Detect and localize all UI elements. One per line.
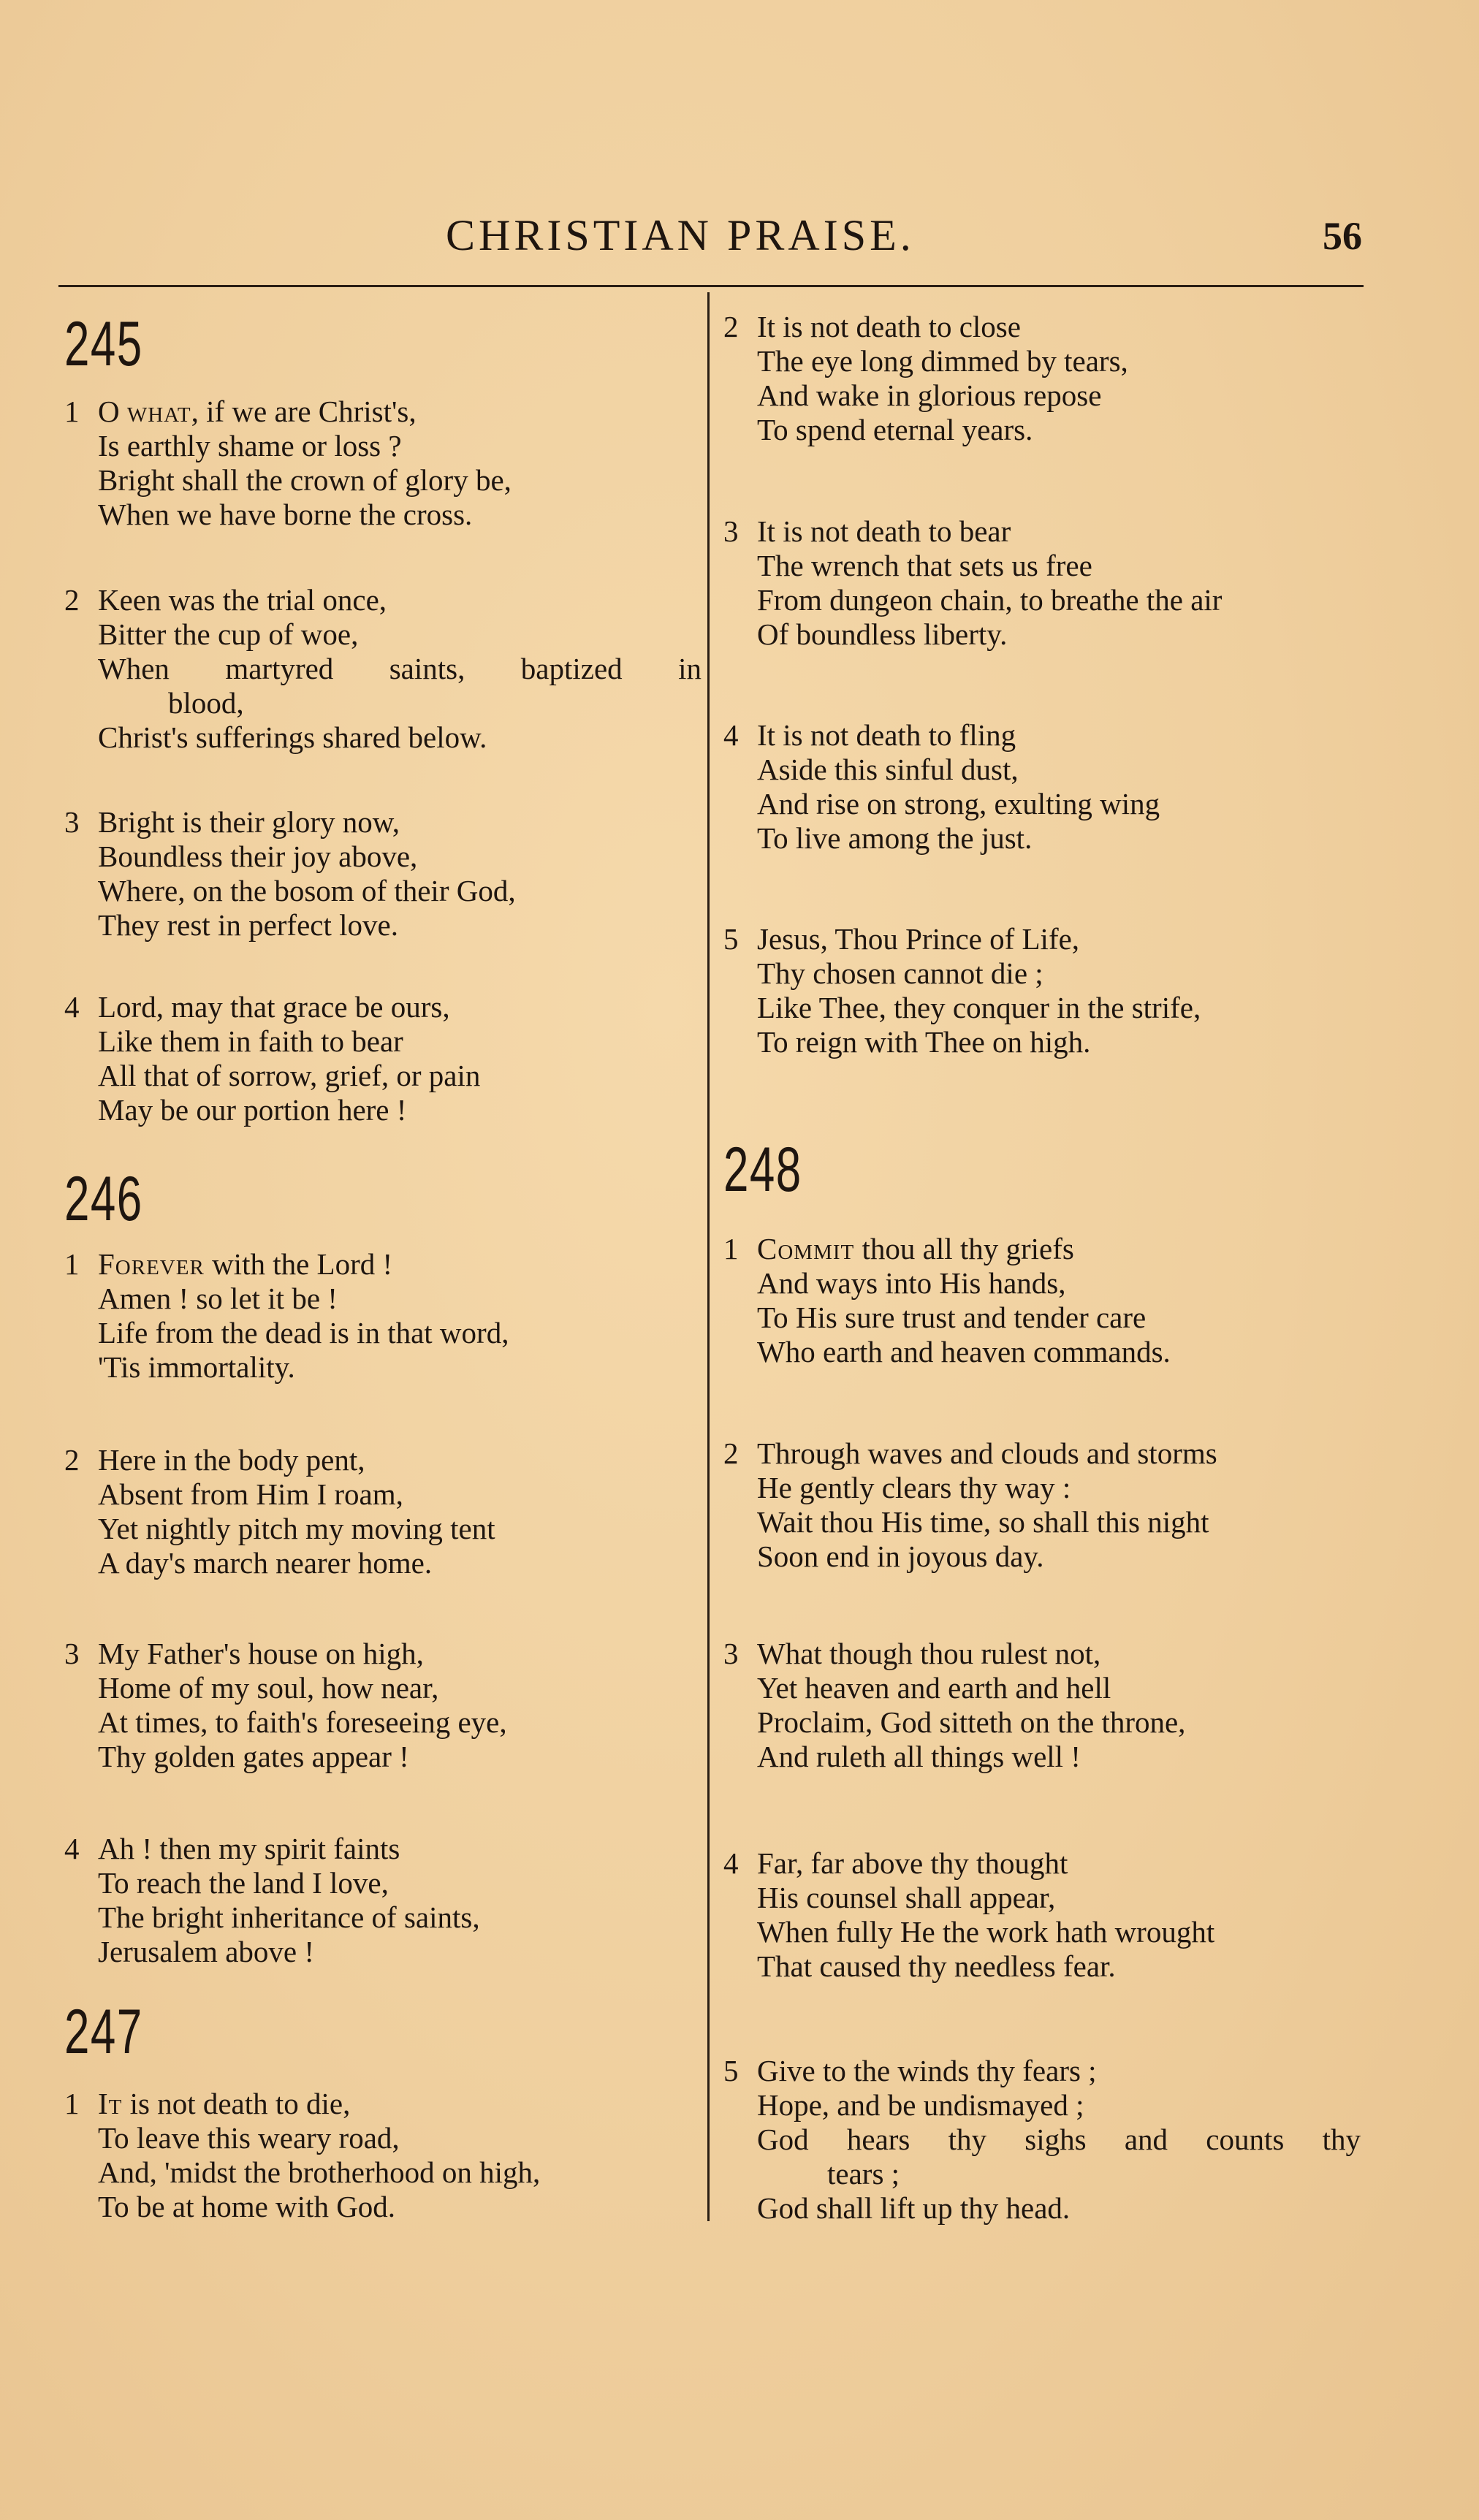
- stanza-number: 4: [64, 990, 80, 1024]
- stanza-number: 5: [723, 2054, 739, 2087]
- verse-line: What though thou rulest not,: [757, 1637, 1101, 1670]
- verse-line: To leave this weary road,: [98, 2121, 400, 2155]
- verse-line: The bright inheritance of saints,: [98, 1900, 480, 1934]
- verse-line: Lord, may that grace be ours,: [98, 990, 450, 1024]
- verse-line: Boundless their joy above,: [98, 840, 418, 873]
- stanza: [723, 1232, 1366, 1369]
- line-rest: is not death to die,: [122, 2087, 351, 2120]
- page-number: 56: [1323, 214, 1362, 258]
- stanza: [64, 1443, 707, 1580]
- line-rest: thou all thy griefs: [854, 1232, 1074, 1265]
- hymn-number: 245: [64, 309, 143, 379]
- stanza: [723, 514, 1366, 652]
- stanza-number: 1: [64, 1247, 80, 1281]
- verse-line: Yet nightly pitch my moving tent: [98, 1512, 495, 1545]
- verse-line: A day's march nearer home.: [98, 1546, 433, 1580]
- verse-line: God hears thy sighs and counts thy: [757, 2123, 1361, 2156]
- verse-line: Amen ! so let it be !: [98, 1282, 338, 1315]
- stanza: [64, 1832, 707, 1969]
- verse-line: To reach the land I love,: [98, 1866, 389, 1900]
- verse-line: When fully He the work hath wrought: [757, 1915, 1215, 1949]
- verse-line: From dungeon chain, to breathe the air: [757, 583, 1223, 617]
- header-rule: [58, 285, 1364, 287]
- verse-line: Christ's sufferings shared below.: [98, 720, 487, 754]
- verse-line: Where, on the bosom of their God,: [98, 874, 516, 907]
- verse-line: Yet heaven and earth and hell: [757, 1671, 1111, 1705]
- stanza: [723, 2054, 1366, 2226]
- verse-line-continuation: tears ;: [827, 2157, 900, 2190]
- verse-line: [723, 1232, 1366, 1266]
- running-head-title: CHRISTIAN PRAISE.: [446, 211, 915, 259]
- verse-line: It is not death to close: [757, 310, 1021, 343]
- verse-line: His counsel shall appear,: [757, 1881, 1056, 1914]
- verse-line: Like them in faith to bear: [98, 1024, 403, 1058]
- hymn-number: 247: [64, 1997, 143, 2067]
- verse-line: Thy chosen cannot die ;: [757, 956, 1043, 990]
- verse-line: Thy golden gates appear !: [98, 1740, 409, 1773]
- verse-line: Hope, and be undismayed ;: [757, 2088, 1084, 2122]
- verse-line: Absent from Him I roam,: [98, 1477, 403, 1511]
- verse-line: Home of my soul, how near,: [98, 1671, 439, 1705]
- line-rest: , if we are Christ's,: [191, 395, 417, 428]
- first-word: O: [98, 395, 127, 428]
- small-caps-word: what: [126, 395, 191, 428]
- verse-line: [64, 1247, 707, 1282]
- stanza-number: 3: [723, 514, 739, 548]
- stanza: [64, 1637, 707, 1774]
- verse-line: May be our portion here !: [98, 1093, 407, 1127]
- verse-line: To live among the just.: [757, 821, 1033, 855]
- verse-line: Of boundless liberty.: [757, 617, 1008, 651]
- verse-line: And ways into His hands,: [757, 1266, 1066, 1300]
- hymn-number: 248: [723, 1135, 802, 1205]
- stanza-number: 5: [723, 922, 739, 956]
- verse-line: [64, 395, 707, 429]
- verse-line: To be at home with God.: [98, 2190, 396, 2223]
- stanza-number: 3: [64, 805, 80, 839]
- stanza-number: 1: [723, 1232, 739, 1265]
- verse-line: 'Tis immortality.: [98, 1350, 295, 1384]
- verse-line: And, 'midst the brotherhood on high,: [98, 2155, 541, 2189]
- verse-line: Through waves and clouds and storms: [757, 1436, 1217, 1470]
- verse-line: Like Thee, they conquer in the strife,: [757, 991, 1201, 1024]
- stanza: [64, 395, 707, 532]
- stanza: [723, 310, 1366, 447]
- stanza: [723, 922, 1366, 1059]
- stanza: [64, 805, 707, 943]
- stanza-number: 4: [723, 718, 739, 752]
- verse-line: Soon end in joyous day.: [757, 1539, 1044, 1573]
- verse-line: Keen was the trial once,: [98, 583, 387, 617]
- verse-line: Wait thou His time, so shall this night: [757, 1505, 1209, 1539]
- stanza: [64, 1247, 707, 1385]
- hymn-number: 246: [64, 1164, 143, 1234]
- stanza-number: 3: [64, 1637, 80, 1670]
- verse-line: To His sure trust and tender care: [757, 1301, 1147, 1334]
- verse-line: He gently clears thy way :: [757, 1471, 1071, 1504]
- stanza: [723, 1436, 1366, 1574]
- verse-line: Far, far above thy thought: [757, 1846, 1068, 1880]
- stanza: [723, 718, 1366, 856]
- stanza-number: 1: [64, 2087, 80, 2120]
- verse-line: Jesus, Thou Prince of Life,: [757, 922, 1080, 956]
- stanza-number: 2: [723, 310, 739, 343]
- verse-line: Aside this sinful dust,: [757, 753, 1019, 786]
- verse-line: The wrench that sets us free: [757, 549, 1092, 582]
- verse-line: Give to the winds thy fears ;: [757, 2054, 1097, 2087]
- verse-line: The eye long dimmed by tears,: [757, 344, 1128, 378]
- stanza-number: 4: [723, 1846, 739, 1880]
- stanza-number: 2: [64, 1443, 80, 1477]
- verse-line: They rest in perfect love.: [98, 908, 398, 942]
- verse-line-continuation: blood,: [168, 686, 244, 720]
- stanza-number: 2: [64, 583, 80, 617]
- stanza-number: 1: [64, 395, 80, 428]
- small-caps-word: Forever: [98, 1247, 205, 1281]
- stanza-number: 2: [723, 1436, 739, 1470]
- line-rest: with the Lord !: [204, 1247, 393, 1281]
- verse-line: Jerusalem above !: [98, 1935, 314, 1968]
- verse-line: Proclaim, God sitteth on the throne,: [757, 1705, 1186, 1739]
- small-caps-word: Commit: [757, 1232, 855, 1265]
- verse-line: [64, 2087, 707, 2121]
- verse-line: Ah ! then my spirit faints: [98, 1832, 400, 1865]
- verse-line: That caused thy needless fear.: [757, 1949, 1116, 1983]
- stanza: [723, 1637, 1366, 1774]
- verse-line: When martyred saints, baptized in: [98, 652, 702, 685]
- verse-line: Bitter the cup of woe,: [98, 617, 359, 651]
- stanza: [64, 583, 707, 755]
- verse-line: To spend eternal years.: [757, 413, 1033, 446]
- column-divider: [707, 292, 710, 2221]
- verse-line: It is not death to bear: [757, 514, 1011, 548]
- verse-line: When we have borne the cross.: [98, 498, 473, 531]
- verse-line: Who earth and heaven commands.: [757, 1335, 1171, 1369]
- stanza-number: 3: [723, 1637, 739, 1670]
- verse-line: My Father's house on high,: [98, 1637, 424, 1670]
- verse-line: And wake in glorious repose: [757, 378, 1102, 412]
- verse-line: To reign with Thee on high.: [757, 1025, 1091, 1059]
- verse-line: And ruleth all things well !: [757, 1740, 1081, 1773]
- stanza-number: 4: [64, 1832, 80, 1865]
- verse-line: It is not death to fling: [757, 718, 1016, 752]
- verse-line: Bright is their glory now,: [98, 805, 400, 839]
- verse-line: All that of sorrow, grief, or pain: [98, 1059, 481, 1092]
- stanza: [64, 2087, 707, 2224]
- verse-line: Is earthly shame or loss ?: [98, 429, 402, 462]
- stanza: [64, 990, 707, 1127]
- verse-line: And rise on strong, exulting wing: [757, 787, 1160, 821]
- verse-line: Life from the dead is in that word,: [98, 1316, 509, 1350]
- verse-line: Bright shall the crown of glory be,: [98, 463, 512, 497]
- small-caps-word: It: [98, 2087, 123, 2120]
- verse-line: At times, to faith's foreseeing eye,: [98, 1705, 507, 1739]
- stanza: [723, 1846, 1366, 1984]
- verse-line: God shall lift up thy head.: [757, 2191, 1071, 2225]
- verse-line: Here in the body pent,: [98, 1443, 365, 1477]
